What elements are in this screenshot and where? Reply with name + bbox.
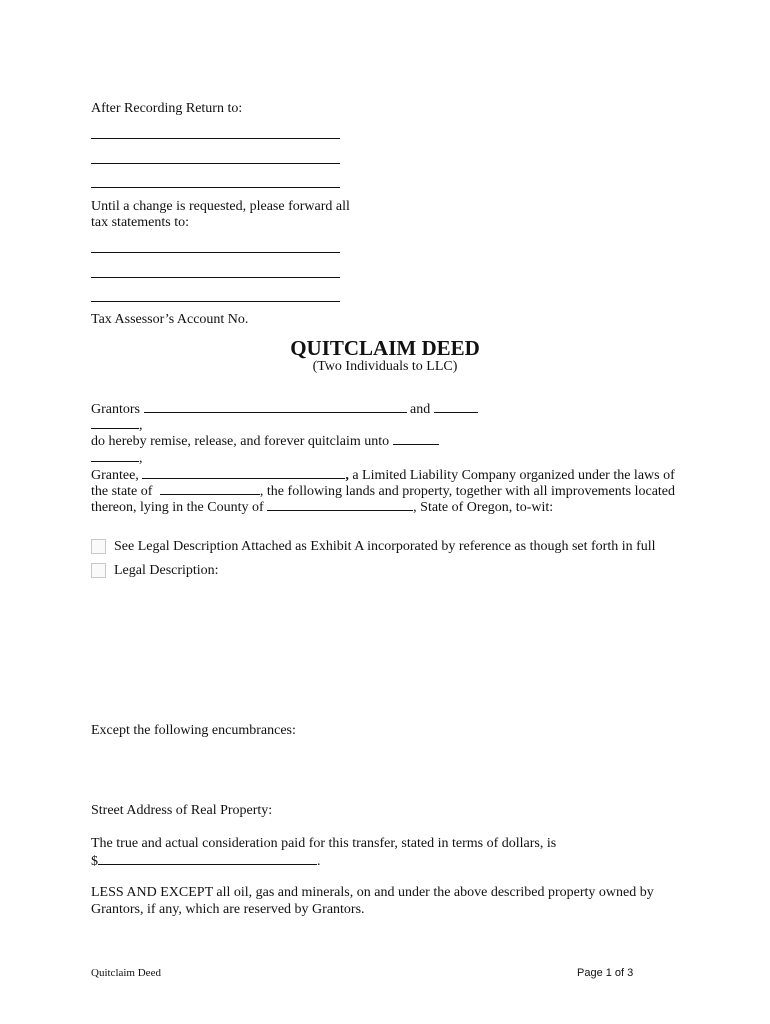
consideration-text: The true and actual consideration paid for this transfer, stated in terms of dollars, is [91, 836, 557, 851]
and-text: and [410, 402, 431, 417]
return-to-line[interactable] [91, 163, 340, 164]
tax-statements-line[interactable] [91, 252, 340, 253]
tax-statements-heading-line1: Until a change is requested, please forward all [91, 199, 350, 214]
tax-statements-line[interactable] [91, 277, 340, 278]
legal-description-checkbox[interactable] [91, 563, 106, 578]
llc-name-field[interactable] [142, 466, 345, 479]
county-prefix: thereon, lying in the County of [91, 500, 264, 515]
legal-description-label: Legal Description: [114, 563, 219, 578]
grantee-continuation [91, 449, 143, 467]
currency-sign: $ [91, 854, 98, 869]
grantor-one-field[interactable] [144, 400, 407, 413]
exhibit-a-checkbox[interactable] [91, 539, 106, 554]
county-field[interactable] [267, 498, 413, 511]
exhibit-a-label: See Legal Description Attached as Exhibit A incorporated by reference as though set forth in full [114, 539, 656, 554]
document-subtitle: (Two Individuals to LLC) [312, 359, 458, 374]
less-except-line1: LESS AND EXCEPT all oil, gas and minerals, on and under the above described property owned by [91, 885, 654, 900]
county-line [91, 498, 553, 516]
state-suffix: , the following lands and property, together with all improvements located [259, 484, 676, 499]
footer-page-number: Page 1 of 3 [577, 967, 634, 979]
grantee-name-field[interactable] [393, 432, 439, 445]
state-prefix: the state of [91, 484, 153, 499]
less-except-line2: Grantors, if any, which are reserved by Grantors. [91, 902, 365, 917]
tax-statements-heading-line2: tax statements to: [91, 215, 189, 230]
comma-text: , [139, 451, 143, 466]
comma-text: , [345, 468, 349, 483]
consideration-amount-field[interactable] [98, 852, 317, 865]
remise-text: do hereby remise, release, and forever quitclaim unto [91, 434, 390, 449]
tax-statements-line[interactable] [91, 301, 340, 302]
remise-line [91, 432, 439, 450]
grantee-name-field-cont[interactable] [91, 449, 139, 462]
grantor-two-field[interactable] [434, 400, 478, 413]
street-address-label: Street Address of Real Property: [91, 803, 273, 818]
grantors-line [91, 400, 478, 418]
consideration-amount-line [91, 852, 321, 870]
county-suffix: , State of Oregon, to-wit: [413, 500, 554, 515]
tax-account-label: Tax Assessor’s Account No. [91, 312, 249, 327]
document-title: QUITCLAIM DEED [290, 336, 480, 360]
grantors-label: Grantors [91, 402, 140, 417]
llc-text: a Limited Liability Company organized under the laws of [352, 468, 675, 483]
grantee-label: Grantee, [91, 468, 139, 483]
return-to-line[interactable] [91, 187, 340, 188]
footer-document-name: Quitclaim Deed [91, 967, 161, 979]
return-to-line[interactable] [91, 138, 340, 139]
encumbrances-label: Except the following encumbrances: [91, 723, 296, 738]
comma-text: , [139, 418, 143, 433]
grantor-two-field-cont[interactable] [91, 416, 139, 429]
return-to-heading: After Recording Return to: [91, 101, 243, 116]
period-text: . [317, 854, 321, 869]
state-field[interactable] [160, 482, 260, 495]
